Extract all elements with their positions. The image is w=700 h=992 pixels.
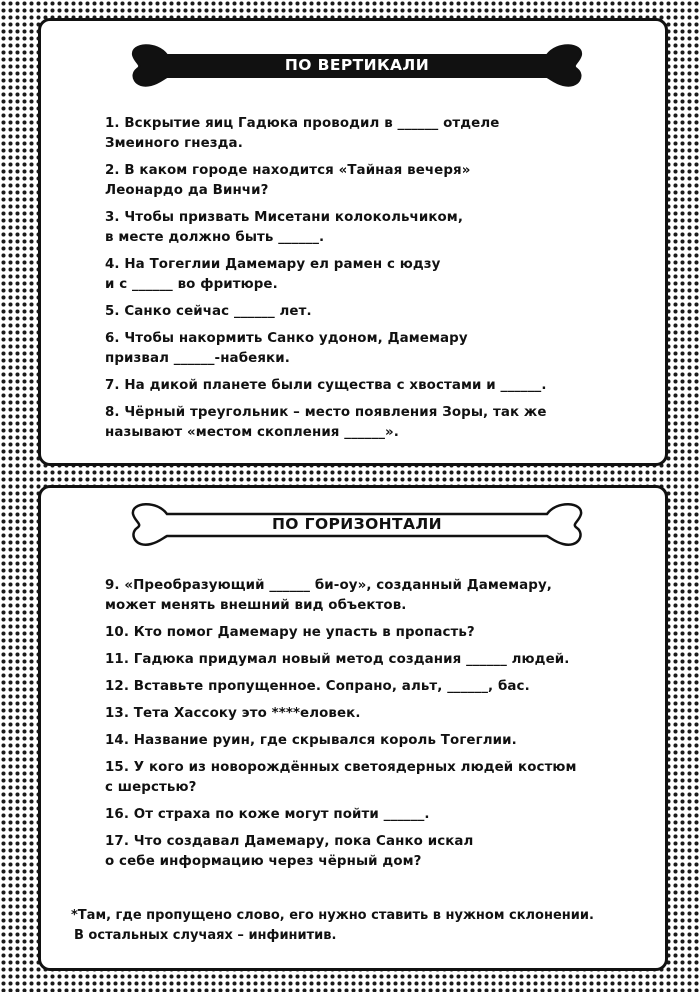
clue-text: 9. «Преобразующий ______ би-оу», созданный Дамемару, xyxy=(105,578,552,593)
clue-13 xyxy=(105,704,645,724)
clue-9 xyxy=(105,576,645,616)
footnote-line-2: В остальных случаях – инфинитив. xyxy=(74,928,337,943)
clue-3 xyxy=(105,208,645,248)
clue-12 xyxy=(105,677,645,697)
horizontal-title: ПО ГОРИЗОНТАЛИ xyxy=(271,515,443,533)
clue-1 xyxy=(105,114,645,154)
clue-text: в месте должно быть ______. xyxy=(105,230,325,245)
footnote xyxy=(71,906,594,946)
clue-text: 7. На дикой планете были существа с хвостами и ______. xyxy=(105,378,547,393)
vertical-clue-list xyxy=(105,114,645,450)
clue-4 xyxy=(105,255,645,295)
horizontal-clue-list xyxy=(105,576,645,879)
clue-text: призвал ______-набеяки. xyxy=(105,351,290,366)
clue-2 xyxy=(105,161,645,201)
footnote-line-1: *Там, где пропущено слово, его нужно ставить в нужном склонении. xyxy=(71,908,594,923)
clue-11 xyxy=(105,650,645,670)
clue-text: называют «местом скопления ______». xyxy=(105,425,399,440)
clue-text: 11. Гадюка придумал новый метод создания ______ людей. xyxy=(105,652,570,667)
clue-text: 10. Кто помог Дамемару не упасть в пропасть? xyxy=(105,625,475,640)
clue-text: Змеиного гнезда. xyxy=(105,136,243,151)
clue-text: 15. У кого из новорождённых светоядерных людей костюм xyxy=(105,760,577,775)
horizontal-title-banner xyxy=(127,498,587,550)
clue-8 xyxy=(105,403,645,443)
clue-5 xyxy=(105,302,645,322)
clue-14 xyxy=(105,731,645,751)
clue-15 xyxy=(105,758,645,798)
clue-17 xyxy=(105,832,645,872)
clue-text: 13. Тета Хассоку это ****еловек. xyxy=(105,706,361,721)
clue-text: Леонардо да Винчи? xyxy=(105,183,269,198)
clue-text: 3. Чтобы призвать Мисетани колокольчиком, xyxy=(105,210,464,225)
clue-text: 2. В каком городе находится «Тайная вечеря» xyxy=(105,163,471,178)
clue-text: с шерстью? xyxy=(105,780,197,795)
clue-text: 1. Вскрытие яиц Гадюка проводил в ______ отделе xyxy=(105,116,500,131)
clue-16 xyxy=(105,805,645,825)
clue-6 xyxy=(105,329,645,369)
vertical-clues-panel xyxy=(38,18,668,466)
clue-text: о себе информацию через чёрный дом? xyxy=(105,854,422,869)
clue-text: 17. Что создавал Дамемару, пока Санко искал xyxy=(105,834,474,849)
clue-text: 16. От страха по коже могут пойти ______. xyxy=(105,807,430,822)
vertical-title-banner xyxy=(127,39,587,91)
clue-text: 5. Санко сейчас ______ лет. xyxy=(105,304,312,319)
clue-text: 4. На Тогеглии Дамемару ел рамен с юдзу xyxy=(105,257,441,272)
clue-text: и с ______ во фритюре. xyxy=(105,277,278,292)
clue-text: 6. Чтобы накормить Санко удоном, Дамемару xyxy=(105,331,468,346)
clue-10 xyxy=(105,623,645,643)
clue-7 xyxy=(105,376,645,396)
clue-text: 14. Название руин, где скрывался король Тогеглии. xyxy=(105,733,517,748)
clue-text: 8. Чёрный треугольник – место появления Зоры, так же xyxy=(105,405,547,420)
clue-text: 12. Вставьте пропущенное. Сопрано, альт, ______, бас. xyxy=(105,679,530,694)
vertical-title: ПО ВЕРТИКАЛИ xyxy=(284,56,430,74)
horizontal-clues-panel xyxy=(38,485,668,971)
clue-text: может менять внешний вид объектов. xyxy=(105,598,407,613)
